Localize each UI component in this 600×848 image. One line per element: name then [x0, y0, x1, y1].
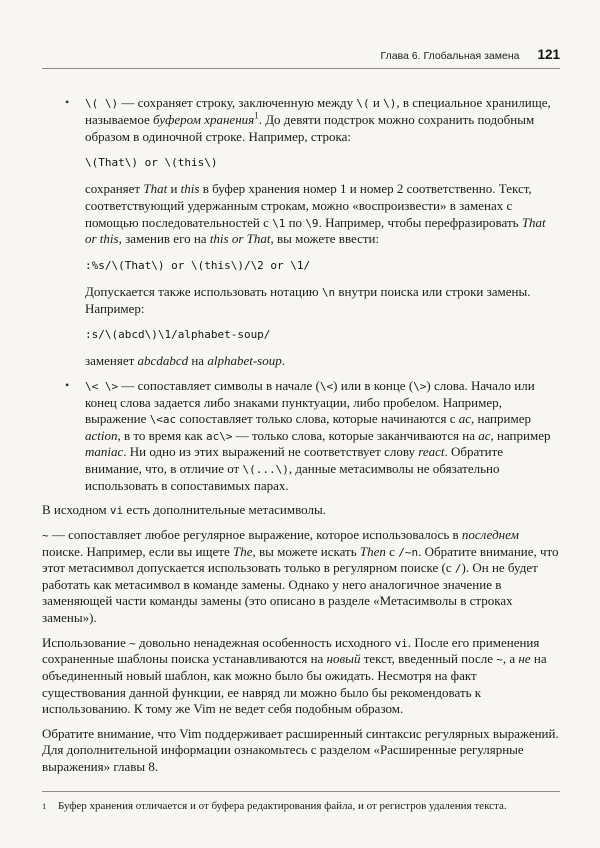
text-run: в буфер хранения номер 1 и номер 2 соответственно. Текст, соответствующий удержанным строкам, можно «воспроизвести» в заменах с помощью последовательностей с: [85, 181, 532, 230]
inline-code: ~: [496, 653, 503, 667]
bullet-marker: •: [65, 95, 70, 110]
inline-code: \>: [413, 379, 427, 393]
paragraph: [42, 726, 560, 776]
text-run: That or this: [85, 214, 546, 247]
text-run: на: [188, 353, 208, 369]
inline-code: \( \): [85, 97, 119, 111]
text-run: В исходном: [42, 502, 110, 518]
bullet-marker: •: [65, 377, 70, 392]
text-run: abcdabcd: [137, 353, 189, 369]
text-run: ) слова. Начало или конец слова задается либо знаками пунктуации, либо пробелом. Например, выражение: [85, 377, 535, 427]
text-run: Then: [359, 543, 386, 559]
text-run: не: [518, 651, 531, 667]
text-run: Обратите внимание, что Vim поддерживает расширенный синтаксис регулярных выражений. Для дополнительной информации ознакомьтесь с разделом «Расширенные регулярные выражения» главы 8.: [42, 725, 559, 775]
inline-code: ac\>: [205, 429, 233, 443]
inline-code: /~n: [398, 545, 419, 559]
text-run: , вы можете ввести:: [270, 231, 380, 247]
text-run: , в специальное хранилище, называемое: [85, 95, 551, 128]
text-run: последнем: [461, 526, 519, 542]
page-content: [42, 95, 560, 775]
inline-code: vi: [394, 636, 408, 650]
inline-code: ~: [129, 636, 136, 650]
text-run: , а: [502, 651, 519, 667]
paragraph: [42, 502, 560, 519]
text-run: — сопоставляет любое регулярное выражение, которое использовалось в: [48, 526, 462, 542]
text-run: , вы можете искать: [252, 543, 360, 559]
text-run: . До девяти подстрок можно сохранить подобным образом в одиночной строке. Например, строка:: [85, 112, 535, 144]
code-line: \(That\) or \(this\): [85, 156, 218, 170]
inline-code: \<ac: [149, 413, 177, 427]
text-run: That: [143, 181, 168, 197]
text-run: The: [232, 543, 253, 559]
running-head: Глава 6. Глобальная замена: [380, 50, 520, 62]
inline-code: ~: [42, 528, 49, 542]
bullet-text: [85, 95, 560, 145]
text-run: внутри поиска или строки замены. Например:: [85, 283, 531, 316]
footnote-marker: 1: [42, 801, 47, 812]
text-run: заменяет: [85, 353, 138, 369]
text-run: , например: [471, 411, 531, 427]
footnote-text: [58, 799, 560, 814]
text-run: ac: [478, 427, 491, 443]
text-run: Допускается также использовать нотацию: [85, 283, 322, 299]
inline-code: \): [383, 97, 397, 111]
inline-code: \(...\): [242, 463, 289, 477]
inline-code: vi: [109, 504, 124, 518]
text-run: по: [285, 214, 306, 230]
text-run: , заменив его на: [118, 231, 210, 247]
text-run: ). Он не будет работать как метасимвол в команде замены. Однако у него аналогичное значение в заменяющей части команды замены (это описано в разделе «Метасимволы в строках замены»).: [42, 560, 538, 626]
text-run: , например: [490, 427, 551, 443]
text-run: Использование: [42, 634, 130, 650]
inline-code: \1: [272, 216, 286, 230]
text-run: . После его применения сохраненные шаблоны поиска устанавливаются на: [42, 634, 540, 667]
text-run: — сопоставляет символы в начале (: [118, 377, 320, 393]
text-run: this: [180, 181, 200, 197]
inline-code: \9: [305, 216, 319, 230]
text-run: — сохраняет строку, заключенную между: [118, 95, 357, 111]
paragraph: [85, 284, 560, 317]
bullet-item: [42, 95, 560, 145]
footnote-area: [42, 791, 560, 814]
text-run: , в то время как: [117, 427, 206, 443]
text-run: Буфер хранения отличается и от буфера редактирования файла, и от регистров удаления текста.: [58, 800, 507, 813]
text-run: — только слова, которые заканчиваются на: [232, 427, 479, 443]
text-run: action: [85, 427, 118, 443]
inline-code: /: [454, 562, 462, 576]
footnote: [42, 799, 560, 814]
page-header: [42, 46, 560, 69]
text-run: . Обратите внимание, что этот метасимвол допускается использовать только в регулярном поиске (с: [42, 543, 559, 576]
text-run: и: [167, 181, 181, 197]
text-run: и: [369, 95, 384, 111]
footnote-ref: 1: [254, 110, 259, 121]
bullet-text: [85, 378, 560, 494]
text-run: с: [385, 543, 399, 559]
code-line: :s/\(abcd\)\1/alphabet-soup/: [85, 328, 271, 342]
text-run: новый: [326, 651, 361, 667]
inline-code: \<: [319, 379, 334, 393]
text-run: довольно ненадежная особенность исходного: [135, 634, 395, 650]
text-run: , данные метасимволы не обязательно использовать в сопоставимых парах.: [85, 461, 500, 493]
text-run: буфером хранения: [153, 112, 255, 128]
text-run: текст, введенный после: [360, 651, 497, 667]
text-run: . Ни одно из этих выражений не соответствует слову: [123, 444, 419, 460]
inline-code: \< \>: [85, 379, 119, 393]
paragraph: [85, 181, 560, 248]
paragraph: [42, 635, 560, 718]
text-run: на объединенный новый шаблон, как можно было бы ожидать. Несмотря на факт существования данной функции, ее навряд ли можно было бы рекомендовать к использованию. К тому же Vim не ведет себя подобным образом.: [42, 651, 547, 717]
text-run: сохраняет: [85, 181, 144, 197]
text-run: maniac: [85, 444, 124, 460]
text-run: alphabet-soup: [207, 353, 282, 369]
text-run: react: [418, 444, 445, 460]
inline-code: \(: [356, 97, 370, 111]
text-run: сопоставляет только слова, которые начинаются с: [176, 411, 459, 427]
page-number: 121: [537, 47, 560, 62]
code-line: :%s/\(That\) or \(this\)/\2 or \1/: [85, 258, 311, 272]
paragraph: [42, 527, 560, 627]
text-run: this or That: [209, 231, 271, 247]
text-run: ) или в конце (: [333, 377, 414, 393]
paragraph: [85, 353, 560, 370]
inline-code: \n: [321, 285, 336, 299]
text-run: .: [281, 353, 285, 369]
text-run: ac: [458, 411, 471, 427]
text-run: . Обратите внимание, что, в отличие от: [85, 444, 504, 477]
text-run: есть дополнительные метасимволы.: [123, 502, 326, 518]
bullet-item: [42, 378, 560, 494]
text-run: поиске. Например, если вы ищете: [42, 543, 233, 559]
text-run: . Например, чтобы перефразировать: [318, 214, 522, 230]
